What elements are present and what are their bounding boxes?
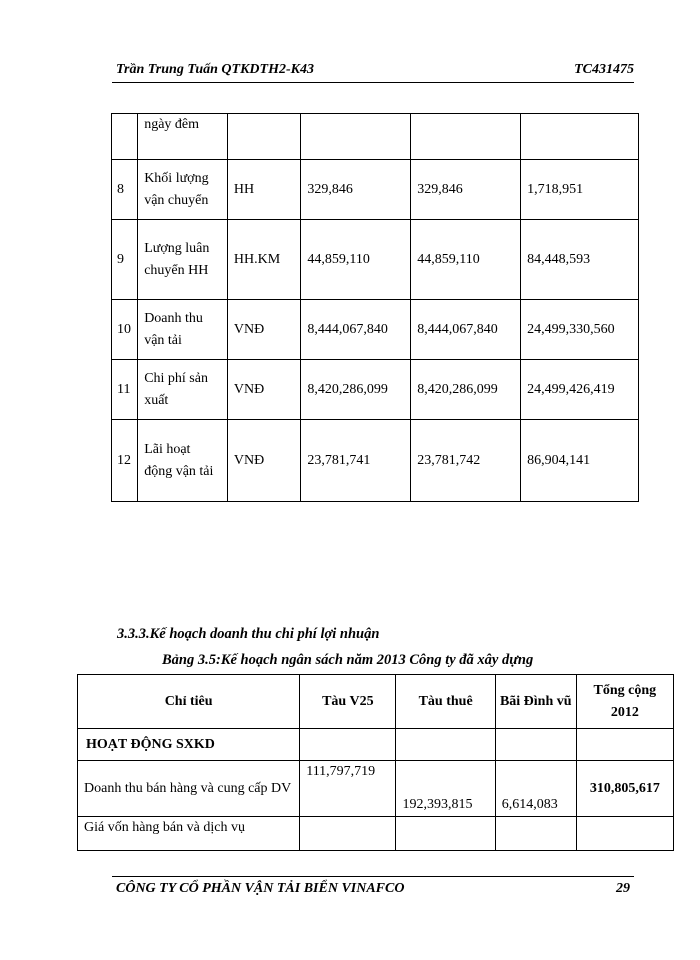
- table-row: [78, 761, 674, 817]
- row-value-3: [521, 114, 639, 160]
- page-header: [112, 62, 634, 83]
- row-name: Khối lượng vận chuyển: [138, 160, 228, 220]
- header-row: [78, 675, 674, 729]
- column-header-chartered: Tàu thuê: [396, 675, 495, 729]
- budget-table: [77, 674, 674, 851]
- row-name: Chi phí sản xuất: [138, 360, 228, 420]
- row-unit: [227, 114, 301, 160]
- row-unit: VNĐ: [227, 300, 301, 360]
- row-value-chartered: [396, 817, 495, 851]
- indicator-table: [111, 113, 639, 502]
- row-number: 9: [112, 220, 138, 300]
- row-number: 8: [112, 160, 138, 220]
- column-header-indicator: Chỉ tiêu: [78, 675, 300, 729]
- table-row: [78, 817, 674, 851]
- row-value-2: 44,859,110: [411, 220, 521, 300]
- row-value-1: 44,859,110: [301, 220, 411, 300]
- row-value-v25: 111,797,719: [300, 761, 396, 817]
- row-value-dinh-vu: 6,614,083: [495, 761, 576, 817]
- row-value-1: 329,846: [301, 160, 411, 220]
- empty-cell: [300, 729, 396, 761]
- row-value-v25: [300, 817, 396, 851]
- row-value-1: [301, 114, 411, 160]
- row-unit: VNĐ: [227, 420, 301, 502]
- footer-company: CÔNG TY CỔ PHẦN VẬN TẢI BIỂN VINAFCO: [116, 881, 405, 896]
- empty-cell: [396, 729, 495, 761]
- column-header-v25: Tàu V25: [300, 675, 396, 729]
- row-value-3: 24,499,330,560: [521, 300, 639, 360]
- table-row: [112, 114, 639, 160]
- row-number: 10: [112, 300, 138, 360]
- table-caption: Bảng 3.5:Kế hoạch ngân sách năm 2013 Công ty đã xây dựng: [162, 652, 534, 668]
- table-row: [112, 360, 639, 420]
- row-name: Giá vốn hàng bán và dịch vụ: [78, 817, 300, 851]
- row-name: Doanh thu vận tải: [138, 300, 228, 360]
- row-value-2: 8,444,067,840: [411, 300, 521, 360]
- row-value-3: 86,904,141: [521, 420, 639, 502]
- page-footer: [112, 876, 634, 899]
- row-unit: HH: [227, 160, 301, 220]
- row-value-1: 23,781,741: [301, 420, 411, 502]
- row-value-3: 1,718,951: [521, 160, 639, 220]
- row-number: 12: [112, 420, 138, 502]
- row-unit: VNĐ: [227, 360, 301, 420]
- row-value-1: 8,420,286,099: [301, 360, 411, 420]
- table-row: [112, 160, 639, 220]
- header-author: Trần Trung Tuấn QTKDTH2-K43: [116, 62, 314, 77]
- row-value-1: 8,444,067,840: [301, 300, 411, 360]
- column-header-dinh-vu: Bãi Đình vũ: [495, 675, 576, 729]
- row-value-dinh-vu: [495, 817, 576, 851]
- row-unit: HH.KM: [227, 220, 301, 300]
- header-code: TC431475: [574, 62, 634, 77]
- table-row: [112, 300, 639, 360]
- row-name: Lượng luân chuyển HH: [138, 220, 228, 300]
- row-number: [112, 114, 138, 160]
- section-title: 3.3.3.Kế hoạch doanh thu chi phí lợi nhuận: [117, 626, 380, 642]
- row-value-3: 84,448,593: [521, 220, 639, 300]
- page-number: 29: [616, 881, 630, 896]
- empty-cell: [576, 729, 673, 761]
- row-name: ngày đêm: [138, 114, 228, 160]
- row-value-2: 329,846: [411, 160, 521, 220]
- column-header-total: Tổng cộng 2012: [576, 675, 673, 729]
- group-row: [78, 729, 674, 761]
- row-name: Doanh thu bán hàng và cung cấp DV: [78, 761, 300, 817]
- empty-cell: [495, 729, 576, 761]
- table-row: [112, 420, 639, 502]
- row-value-chartered: 192,393,815: [396, 761, 495, 817]
- row-value-total: [576, 817, 673, 851]
- row-value-2: 8,420,286,099: [411, 360, 521, 420]
- row-value-2: 23,781,742: [411, 420, 521, 502]
- group-label: HOẠT ĐỘNG SXKD: [78, 729, 300, 761]
- table-row: [112, 220, 639, 300]
- row-name: Lãi hoạt động vận tải: [138, 420, 228, 502]
- row-value-total: 310,805,617: [576, 761, 673, 817]
- row-value-2: [411, 114, 521, 160]
- row-number: 11: [112, 360, 138, 420]
- row-value-3: 24,499,426,419: [521, 360, 639, 420]
